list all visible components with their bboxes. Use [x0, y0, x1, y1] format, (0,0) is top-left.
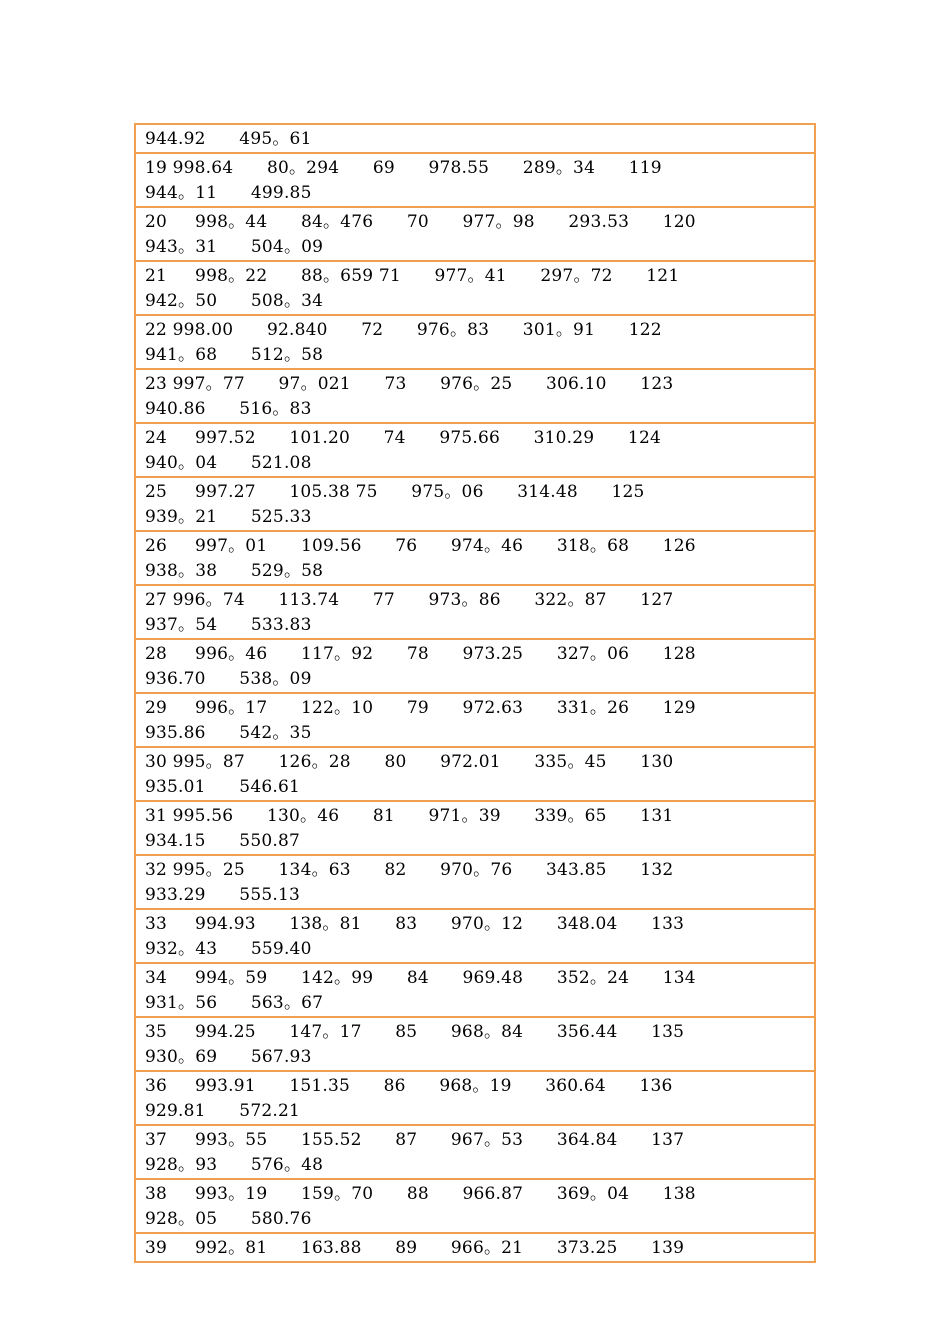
data-table [134, 123, 816, 1263]
table-row [136, 314, 814, 368]
row-text-line: 35 994.25 147。17 85 968。84 356.44 135 [145, 1022, 685, 1042]
row-text-line: 934.15 550.87 [145, 831, 300, 851]
row-text-line: 944。11 499.85 [145, 183, 312, 203]
table-row [136, 260, 814, 314]
table-row [136, 584, 814, 638]
row-text-line: 928。05 580.76 [145, 1209, 312, 1229]
table-row [136, 1232, 814, 1261]
table-row [136, 125, 814, 152]
table-row [136, 746, 814, 800]
row-text-line: 928。93 576。48 [145, 1155, 324, 1175]
table-row [136, 800, 814, 854]
table-row [136, 1016, 814, 1070]
row-text-line: 933.29 555.13 [145, 885, 300, 905]
row-text-line: 37 993。55 155.52 87 967。53 364.84 137 [145, 1130, 685, 1150]
table-row [136, 1124, 814, 1178]
table-row [136, 962, 814, 1016]
row-text-line: 28 996。46 117。92 78 973.25 327。06 128 [145, 644, 696, 664]
row-text-line: 38 993。19 159。70 88 966.87 369。04 138 [145, 1184, 696, 1204]
row-text-line: 944.92 495。61 [145, 129, 312, 149]
row-text-line: 938。38 529。58 [145, 561, 324, 581]
row-text-line: 940.86 516。83 [145, 399, 312, 419]
table-row [136, 530, 814, 584]
table-row [136, 908, 814, 962]
row-text-line: 31 995.56 130。46 81 971。39 339。65 131 [145, 806, 674, 826]
row-text-line: 931。56 563。67 [145, 993, 324, 1013]
row-text-line: 33 994.93 138。81 83 970。12 348.04 133 [145, 914, 685, 934]
row-text-line: 30 995。87 126。28 80 972.01 335。45 130 [145, 752, 674, 772]
row-text-line: 32 995。25 134。63 82 970。76 343.85 132 [145, 860, 674, 880]
table-row [136, 854, 814, 908]
row-text-line: 23 997。77 97。021 73 976。25 306.10 123 [145, 374, 674, 394]
row-text-line: 26 997。01 109.56 76 974。46 318。68 126 [145, 536, 696, 556]
row-text-line: 19 998.64 80。294 69 978.55 289。34 119 [145, 158, 662, 178]
row-text-line: 27 996。74 113.74 77 973。86 322。87 127 [145, 590, 674, 610]
table-row [136, 206, 814, 260]
row-text-line: 939。21 525.33 [145, 507, 312, 527]
row-text-line: 930。69 567.93 [145, 1047, 312, 1067]
table-row [136, 638, 814, 692]
row-text-line: 937。54 533.83 [145, 615, 312, 635]
row-text-line: 935.01 546.61 [145, 777, 300, 797]
row-text-line: 29 996。17 122。10 79 972.63 331。26 129 [145, 698, 696, 718]
row-text-line: 935.86 542。35 [145, 723, 312, 743]
row-text-line: 25 997.27 105.38 75 975。06 314.48 125 [145, 482, 645, 502]
table-row [136, 1070, 814, 1124]
row-text-line: 20 998。44 84。476 70 977。98 293.53 120 [145, 212, 696, 232]
row-text-line: 22 998.00 92.840 72 976。83 301。91 122 [145, 320, 662, 340]
table-row [136, 692, 814, 746]
row-text-line: 39 992。81 163.88 89 966。21 373.25 139 [145, 1238, 685, 1258]
table-row [136, 476, 814, 530]
row-text-line: 941。68 512。58 [145, 345, 324, 365]
row-text-line: 942。50 508。34 [145, 291, 324, 311]
row-text-line: 24 997.52 101.20 74 975.66 310.29 124 [145, 428, 661, 448]
row-text-line: 932。43 559.40 [145, 939, 312, 959]
row-text-line: 936.70 538。09 [145, 669, 312, 689]
row-text-line: 940。04 521.08 [145, 453, 312, 473]
table-row [136, 422, 814, 476]
table-row [136, 152, 814, 206]
table-row [136, 368, 814, 422]
row-text-line: 34 994。59 142。99 84 969.48 352。24 134 [145, 968, 696, 988]
table-row [136, 1178, 814, 1232]
row-text-line: 21 998。22 88。659 71 977。41 297。72 121 [145, 266, 680, 286]
row-text-line: 36 993.91 151.35 86 968。19 360.64 136 [145, 1076, 673, 1096]
row-text-line: 943。31 504。09 [145, 237, 324, 257]
row-text-line: 929.81 572.21 [145, 1101, 300, 1121]
